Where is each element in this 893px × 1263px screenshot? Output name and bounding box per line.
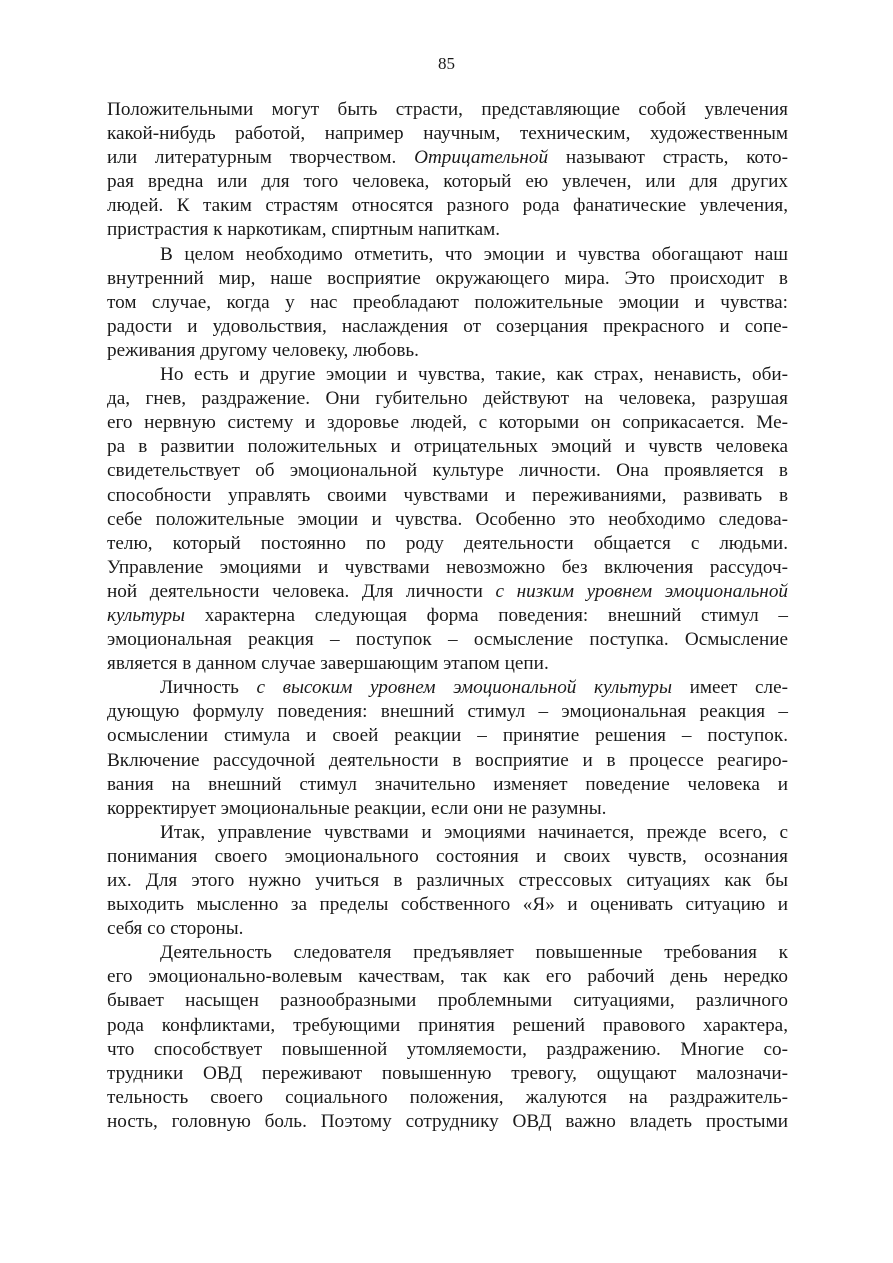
text-line: [107, 580, 788, 604]
text-run: имеет сле-: [672, 677, 788, 699]
text-run: что способствует повышенной утомляемости, раздражению. Многие со-: [107, 1038, 788, 1060]
text-line: [107, 508, 788, 532]
paragraph: [107, 941, 788, 1134]
text-run: реживания другому человеку, любовь.: [107, 339, 419, 361]
text-run: пристрастия к наркотикам, спиртным напиткам.: [107, 219, 501, 241]
text-run: себе положительные эмоции и чувства. Особенно это необходимо следова-: [107, 508, 788, 530]
text-run: его эмоционально-волевым качествам, так как его рабочий день нередко: [107, 966, 788, 988]
text-line: [107, 243, 788, 267]
text-line: [107, 1110, 788, 1134]
text-run: их. Для этого нужно учиться в различных стрессовых ситуациях как бы: [107, 870, 788, 891]
text-line: [107, 604, 788, 628]
text-run: осмыслении стимула и своей реакции – принятие решения – поступок.: [107, 725, 788, 747]
text-line: [107, 146, 788, 170]
text-line: [107, 1038, 788, 1062]
text-line: [107, 965, 788, 989]
text-run: рода конфликтами, требующими принятия решений правового характера,: [107, 1014, 788, 1036]
text-line: [107, 821, 788, 845]
text-run: внутренний мир, наше восприятие окружающего мира. Это происходит в: [107, 267, 788, 289]
text-line: [107, 700, 788, 724]
text-line: [107, 893, 788, 917]
text-line: [107, 267, 788, 291]
italic-text: Отрицательной: [414, 147, 549, 169]
text-line: [107, 218, 788, 242]
text-line: [107, 869, 788, 893]
text-line: [107, 724, 788, 748]
text-line: [107, 556, 788, 580]
text-run: радости и удовольствия, наслаждения от созерцания прекрасного и сопе-: [107, 315, 788, 337]
text-run: способности управлять своими чувствами и переживаниями, развивать в: [107, 484, 788, 506]
text-run: телю, который постоянно по роду деятельности общается с людьми.: [107, 532, 788, 554]
text-run: выходить мысленно за пределы собственного «Я» и оценивать ситуацию и: [107, 894, 788, 916]
text-line: [107, 363, 788, 387]
text-line: [107, 435, 788, 459]
text-run: Управление эмоциями и чувствами невозможно без включения рассудоч-: [107, 556, 788, 578]
text-run: да, гнев, раздражение. Они губительно действуют на человека, разрушая: [107, 388, 788, 410]
text-line: [107, 917, 788, 941]
text-line: [107, 122, 788, 146]
text-run: В целом необходимо отметить, что эмоции и чувства обогащают наш: [160, 243, 788, 265]
text-line: [107, 1086, 788, 1110]
text-line: [107, 339, 788, 363]
text-run: Итак, управление чувствами и эмоциями начинается, прежде всего, с: [160, 821, 788, 843]
paragraph: [107, 363, 788, 676]
text-run: ра в развитии положительных и отрицательных эмоций и чувств человека: [107, 436, 788, 458]
text-run: дующую формулу поведения: внешний стимул – эмоциональная реакция –: [107, 701, 788, 723]
italic-text: с низким уровнем эмоциональной: [495, 580, 789, 602]
text-run: рая вредна или для того человека, который ею увлечен, или для других: [107, 171, 788, 193]
text-run: какой-нибудь работой, например научным, техническим, художественным: [107, 123, 788, 145]
text-run: понимания своего эмоционального состояния и своих чувств, осознания: [107, 845, 788, 867]
text-line: [107, 1014, 788, 1038]
text-line: [107, 291, 788, 315]
text-run: Личность: [160, 677, 257, 699]
text-run: трудники ОВД переживают повышенную тревогу, ощущают малозначи-: [107, 1062, 788, 1084]
italic-text: с высоким уровнем эмоциональной культуры: [256, 677, 673, 699]
text-line: [107, 797, 788, 821]
text-run: называют страсть, кото-: [548, 147, 788, 169]
paragraph: [107, 243, 788, 363]
text-run: характерна следующая форма поведения: внешний стимул –: [185, 604, 788, 626]
text-line: [107, 170, 788, 194]
text-run: свидетельствует об эмоциональной культуре личности. Она проявляется в: [107, 460, 788, 482]
text-line: [107, 676, 788, 700]
text-run: его нервную систему и здоровье людей, с которыми он соприкасается. Ме-: [107, 412, 788, 434]
text-line: [107, 194, 788, 218]
text-run: корректирует эмоциональные реакции, если они не разумны.: [107, 797, 607, 819]
text-run: Но есть и другие эмоции и чувства, такие, как страх, ненависть, оби-: [160, 364, 788, 386]
text-line: [107, 989, 788, 1013]
text-line: [107, 1062, 788, 1086]
body-text: [107, 98, 788, 1134]
text-run: бывает насыщен разнообразными проблемными ситуациями, различного: [107, 990, 788, 1012]
text-line: [107, 532, 788, 556]
text-line: [107, 652, 788, 676]
text-run: людей. К таким страстям относятся разного рода фанатические увлечения,: [107, 195, 788, 217]
italic-text: культуры: [107, 604, 186, 626]
text-run: тельность своего социального положения, жалуются на раздражитель-: [107, 1086, 788, 1108]
text-run: ность, головную боль. Поэтому сотруднику ОВД важно владеть простыми: [107, 1110, 788, 1132]
text-line: [107, 628, 788, 652]
text-line: [107, 845, 788, 869]
text-run: Положительными могут быть страсти, представляющие собой увлечения: [107, 99, 788, 120]
text-line: [107, 459, 788, 483]
text-run: ной деятельности человека. Для личности: [107, 580, 496, 602]
text-line: [107, 773, 788, 797]
paragraph: [107, 821, 788, 941]
text-run: Включение рассудочной деятельности в восприятие и в процессе реагиро-: [107, 749, 788, 771]
page-number: 85: [438, 54, 455, 73]
text-line: [107, 98, 788, 122]
text-run: Деятельность следователя предъявляет повышенные требования к: [160, 942, 788, 964]
text-run: вания на внешний стимул значительно изменяет поведение человека и: [107, 773, 788, 795]
text-run: себя со стороны.: [107, 918, 244, 940]
text-run: том случае, когда у нас преобладают положительные эмоции и чувства:: [107, 291, 788, 313]
text-line: [107, 749, 788, 773]
text-line: [107, 315, 788, 339]
paragraph: [107, 676, 788, 821]
text-run: или литературным творчеством.: [107, 147, 415, 169]
text-line: [107, 484, 788, 508]
paragraph: [107, 98, 788, 243]
text-run: является в данном случае завершающим этапом цепи.: [107, 653, 549, 675]
text-line: [107, 411, 788, 435]
text-line: [107, 387, 788, 411]
text-run: эмоциональная реакция – поступок – осмысление поступка. Осмысление: [107, 629, 788, 651]
text-line: [107, 941, 788, 965]
